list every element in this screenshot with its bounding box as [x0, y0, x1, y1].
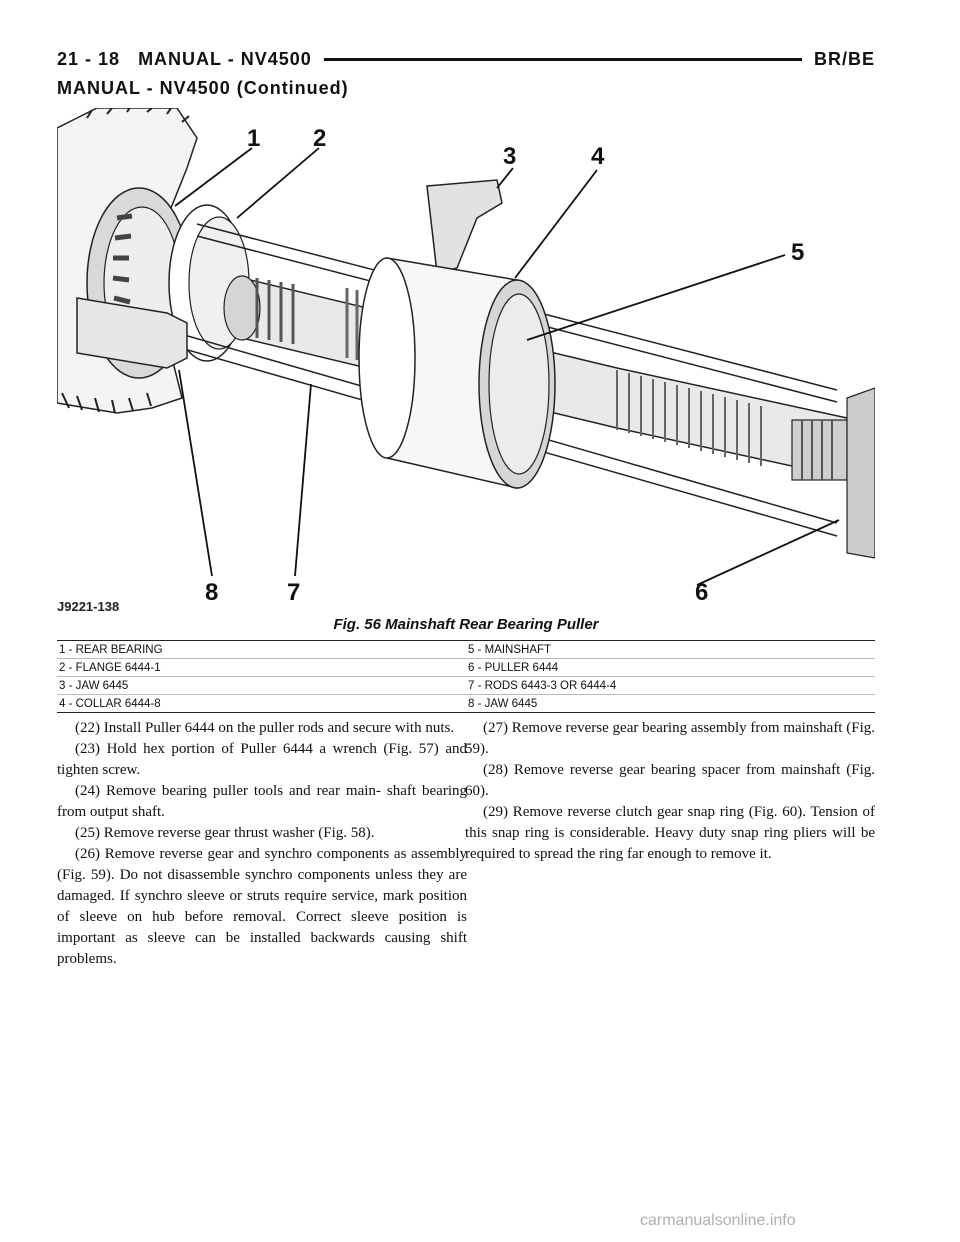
callout-8: 8 [205, 579, 219, 606]
body-column-right [465, 718, 875, 865]
legend-item: 3 - JAW 6445 [59, 679, 129, 692]
legend-item: 1 - REAR BEARING [59, 643, 163, 656]
site-watermark[interactable]: carmanualsonline.info [640, 1212, 796, 1229]
legend-row [57, 695, 875, 712]
header-rule [324, 58, 802, 61]
legend-item: 6 - PULLER 6444 [468, 661, 559, 674]
step-paragraph: (27) Remove reverse gear bearing assembly from mainshaft (Fig. 59). [465, 720, 875, 757]
step-paragraph: (23) Hold hex portion of Puller 6444 a wrench (Fig. 57) and tighten screw. [57, 741, 467, 778]
legend-item: 7 - RODS 6443-3 OR 6444-4 [468, 679, 617, 692]
figure-caption: Fig. 56 Mainshaft Rear Bearing Puller [333, 616, 599, 633]
legend-item: 4 - COLLAR 6444-8 [59, 697, 161, 710]
callout-7: 7 [287, 579, 301, 606]
callout-6: 6 [695, 579, 709, 606]
step-paragraph: (22) Install Puller 6444 on the puller rods and secure with nuts. [75, 720, 455, 736]
section-title: MANUAL - NV4500 [138, 48, 312, 69]
callout-2: 2 [313, 125, 327, 152]
legend-row [57, 677, 875, 695]
housing-edge [847, 388, 875, 558]
collar-drawing [359, 258, 555, 488]
callout-4: 4 [591, 143, 605, 170]
step-paragraph: (24) Remove bearing puller tools and rear main- shaft bearing from output shaft. [57, 783, 467, 820]
callout-1: 1 [247, 125, 261, 152]
figure-code: J9221-138 [57, 599, 120, 614]
jaw-upper [427, 180, 502, 273]
callout-5: 5 [791, 239, 805, 266]
figure-legend [57, 640, 875, 713]
header-section [57, 49, 312, 70]
page-header [57, 44, 875, 74]
section-subheading: MANUAL - NV4500 (Continued) [57, 78, 349, 98]
legend-item: 8 - JAW 6445 [468, 697, 538, 710]
figure-illustration [57, 108, 875, 613]
legend-item: 2 - FLANGE 6444-1 [59, 661, 161, 674]
legend-item: 5 - MAINSHAFT [468, 643, 552, 656]
step-paragraph: (29) Remove reverse clutch gear snap ring (Fig. 60). Tension of this snap ring is considerable. Heavy duty snap ring pliers will be required to spread the ring far enough to remove it. [465, 804, 875, 862]
step-paragraph: (25) Remove reverse gear thrust washer (Fig. 58). [75, 825, 375, 841]
callout-3: 3 [503, 143, 517, 170]
legend-row [57, 659, 875, 677]
model-code: BR/BE [813, 48, 875, 69]
legend-row [57, 641, 875, 659]
step-paragraph: (28) Remove reverse gear bearing spacer from mainshaft (Fig. 60). [465, 762, 875, 799]
body-column-left [57, 718, 467, 970]
step-paragraph: (26) Remove reverse gear and synchro components as assembly (Fig. 59). Do not disassemble synchro components unless they are damaged. If synchro sleeve or struts require service, mark position of sleeve on hub before removal. Correct sleeve position is important as sleeve can be installed backwards causing shift problems. [57, 846, 467, 967]
page-number: 21 - 18 [57, 48, 121, 69]
